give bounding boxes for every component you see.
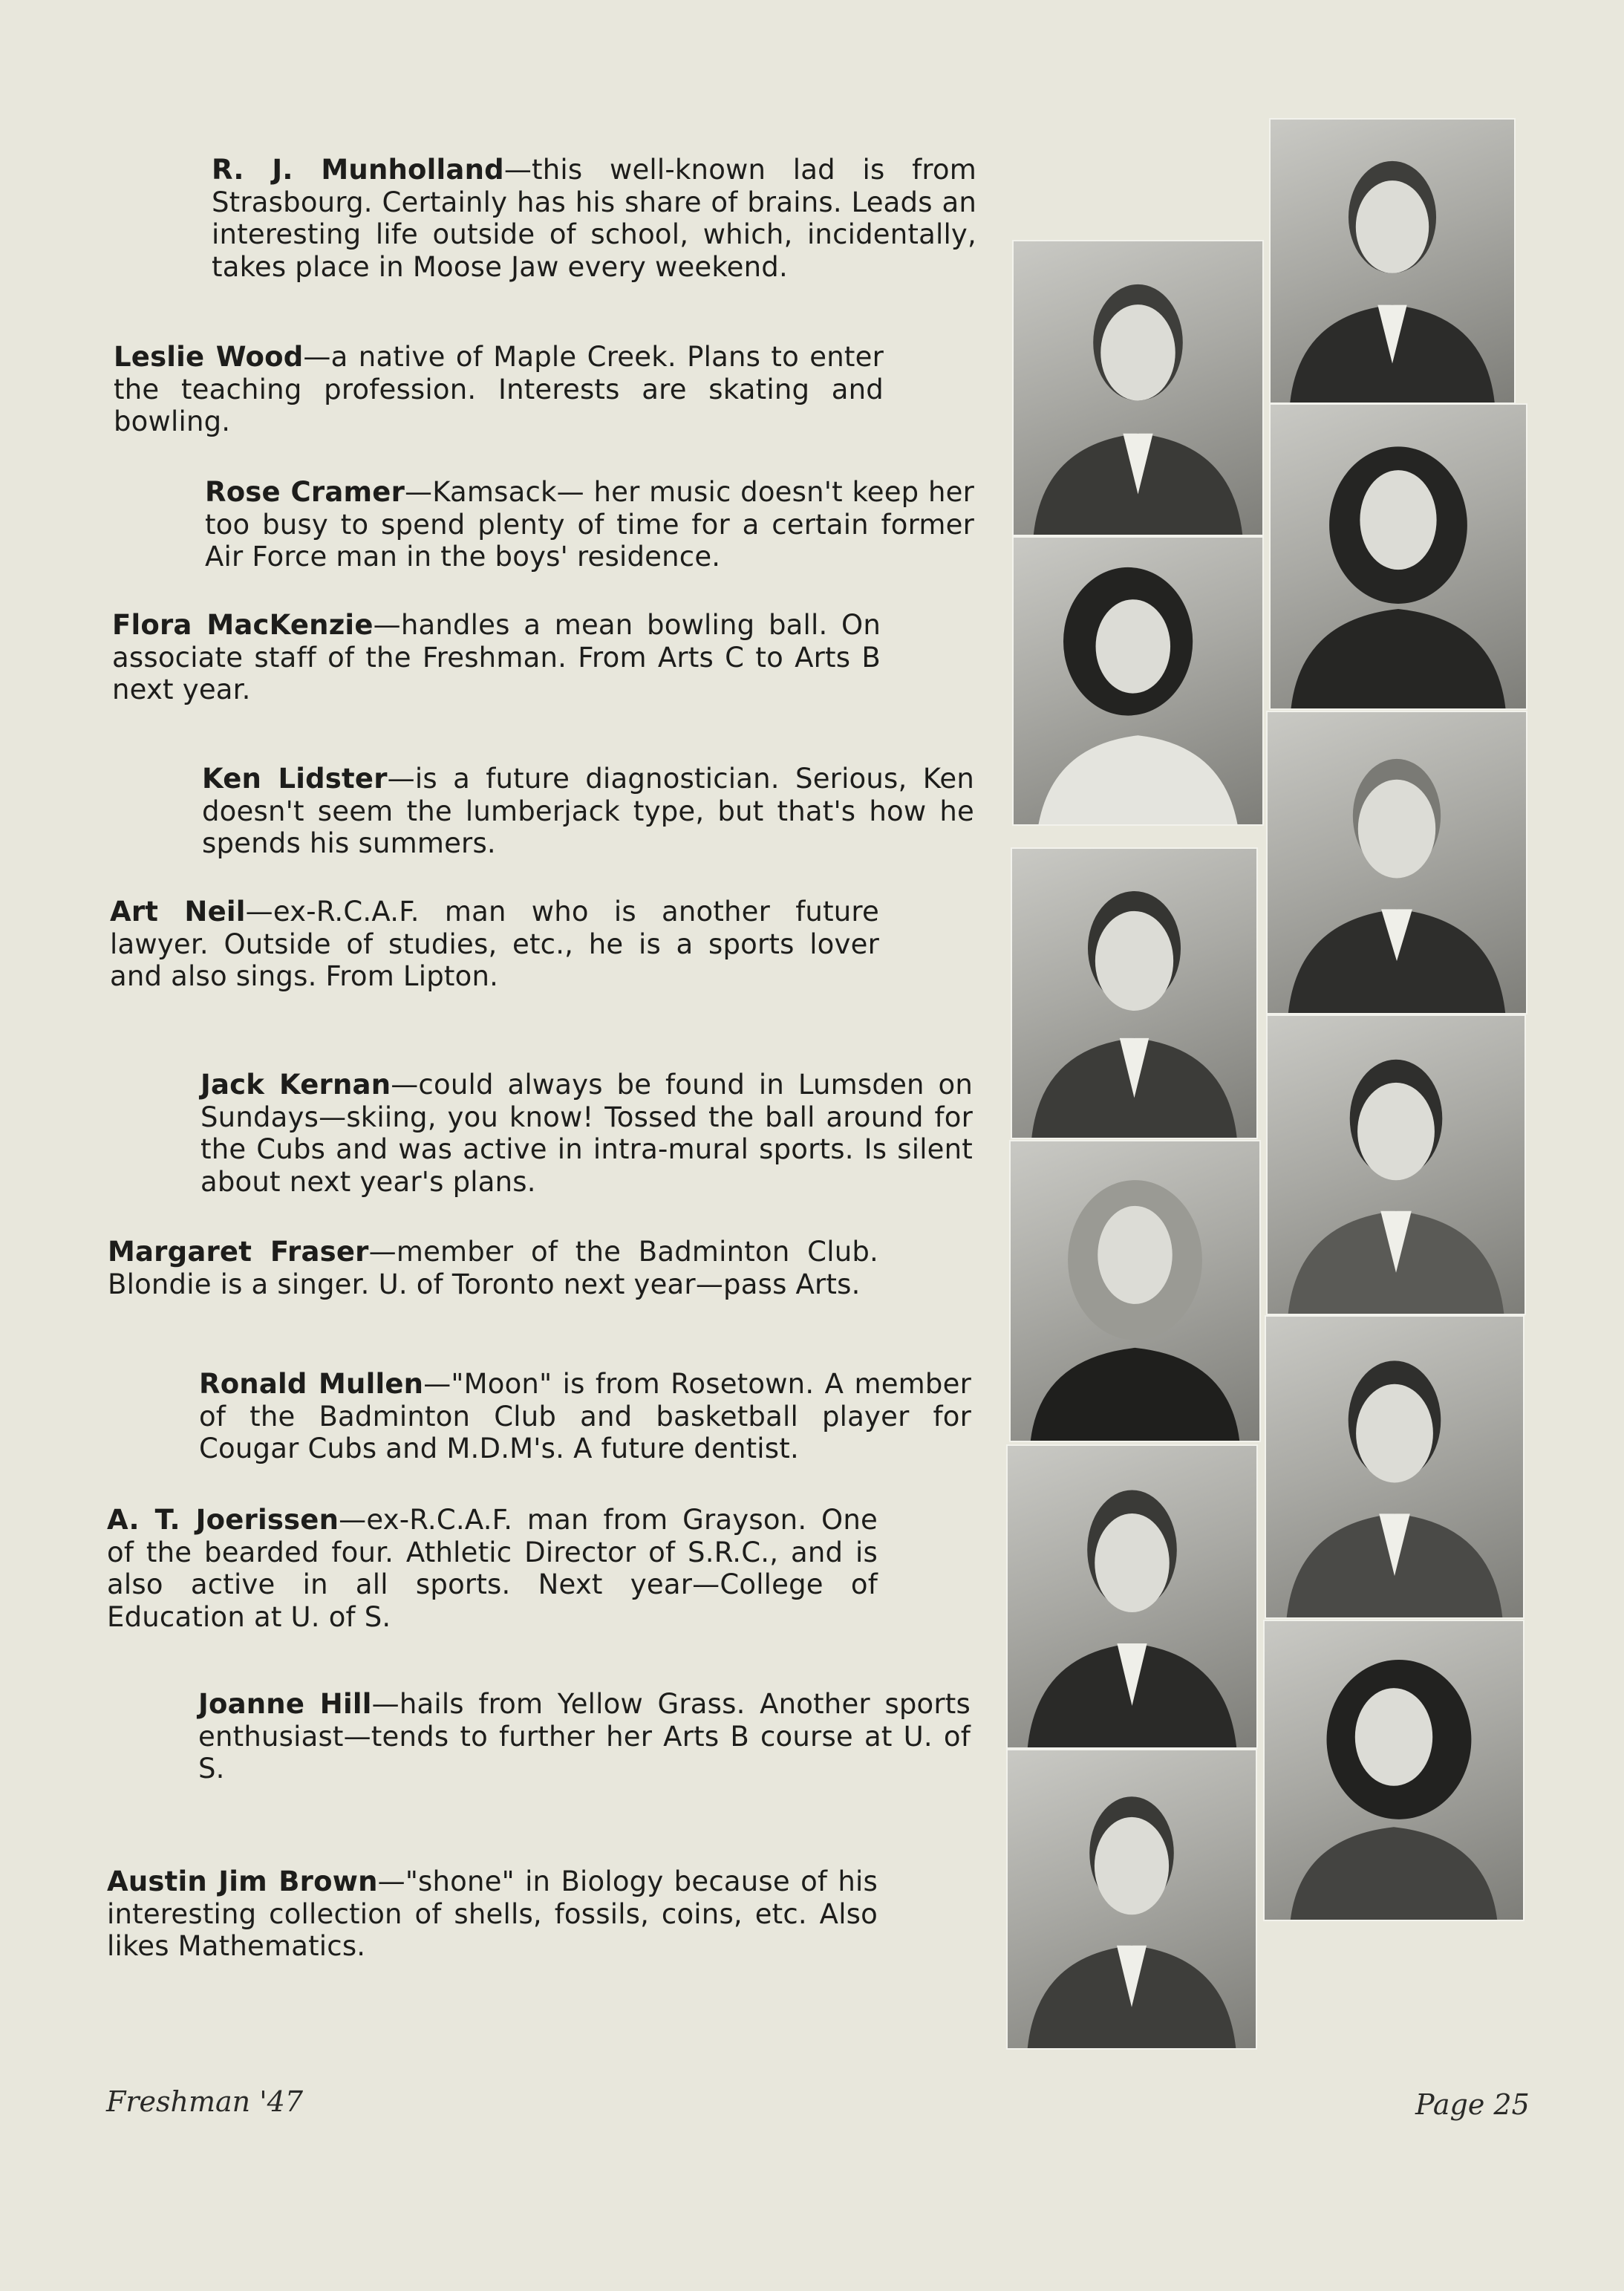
entry-brown — [107, 1865, 878, 1963]
entry-mackenzie — [112, 609, 881, 706]
entry-text: —"Moon" is from Rosetown. A member of the Badminton Club and basketball player for Cougar Cubs and M.D.M's. A future dentist. — [199, 1368, 971, 1464]
entry-mullen — [199, 1368, 971, 1465]
portrait-joerissen — [1006, 1444, 1258, 1749]
entry-text: —handles a mean bowling ball. On associate staff of the Freshman. From Arts C to Arts B next year. — [112, 609, 881, 705]
portrait-mullen — [1265, 1315, 1524, 1619]
entry-name: Flora MacKenzie — [112, 609, 374, 641]
portrait-lidster — [1266, 711, 1527, 1014]
entry-name: Rose Cramer — [205, 476, 405, 508]
entry-text: —this well-known lad is from Strasbourg. Certainly has his share of brains. Leads an interesting life outside of school, which, incidentally, takes place in Moose Jaw every weekend. — [212, 154, 976, 283]
entry-cramer — [205, 476, 974, 573]
entry-text: —"shone" in Biology because of his interesting collection of shells, fossils, coins, etc. Also likes Mathematics. — [107, 1865, 878, 1962]
entry-fraser — [108, 1236, 878, 1300]
portrait-cramer — [1269, 403, 1527, 710]
entry-text: —member of the Badminton Club. Blondie is a singer. U. of Toronto next year—pass Arts. — [108, 1236, 878, 1300]
entry-name: Joanne Hill — [198, 1688, 372, 1720]
entry-text: —Kamsack— her music doesn't keep her too busy to spend plenty of time for a certain former Air Force man in the boys' residence. — [205, 476, 974, 573]
entry-joerissen — [107, 1504, 878, 1633]
footer-publication: Freshman '47 — [106, 2085, 304, 2118]
entry-text: —ex-R.C.A.F. man who is another future lawyer. Outside of studies, etc., he is a sports lover and also sings. From Lipton. — [110, 896, 879, 992]
entry-text: —a native of Maple Creek. Plans to enter the teaching profession. Interests are skating and bowling. — [114, 341, 884, 437]
entry-lidster — [202, 763, 974, 860]
entry-kernan — [200, 1069, 973, 1198]
entry-neil — [110, 896, 879, 993]
entry-name: Austin Jim Brown — [107, 1865, 378, 1897]
entry-text: —ex-R.C.A.F. man from Grayson. One of the bearded four. Athletic Director of S.R.C., and is also active in all sports. Next year—College of Education at U. of S. — [107, 1504, 878, 1633]
footer-page-number: Page 25 — [1415, 2088, 1530, 2121]
entry-name: R. J. Munholland — [212, 154, 504, 186]
entry-wood — [114, 341, 884, 438]
portrait-hill — [1263, 1620, 1524, 1921]
entry-text: —could always be found in Lumsden on Sundays—skiing, you know! Tossed the ball around for the Cubs and was active in intra-mural sports. Is silent about next year's plans. — [200, 1069, 973, 1198]
portrait-neil — [1011, 847, 1258, 1139]
portrait-wood — [1012, 240, 1264, 536]
entry-name: Jack Kernan — [200, 1069, 391, 1101]
entry-text: —hails from Yellow Grass. Another sports enthusiast—tends to further her Arts B course at U. of S. — [198, 1688, 971, 1785]
entry-name: Leslie Wood — [114, 341, 304, 373]
entry-text: —is a future diagnostician. Serious, Ken doesn't seem the lumberjack type, but that's how he spends his summers. — [202, 763, 974, 859]
portrait-mackenzie — [1012, 536, 1264, 826]
entry-munholland — [212, 154, 976, 283]
entry-hill — [198, 1688, 971, 1785]
entry-name: Ken Lidster — [202, 763, 388, 795]
entry-name: Art Neil — [110, 896, 246, 928]
portrait-kernan — [1266, 1014, 1526, 1315]
entry-name: Margaret Fraser — [108, 1236, 369, 1268]
entry-name: Ronald Mullen — [199, 1368, 424, 1400]
entry-name: A. T. Joerissen — [107, 1504, 339, 1536]
portrait-fraser — [1009, 1140, 1261, 1442]
portrait-brown — [1006, 1749, 1257, 2050]
portrait-munholland — [1269, 118, 1516, 404]
